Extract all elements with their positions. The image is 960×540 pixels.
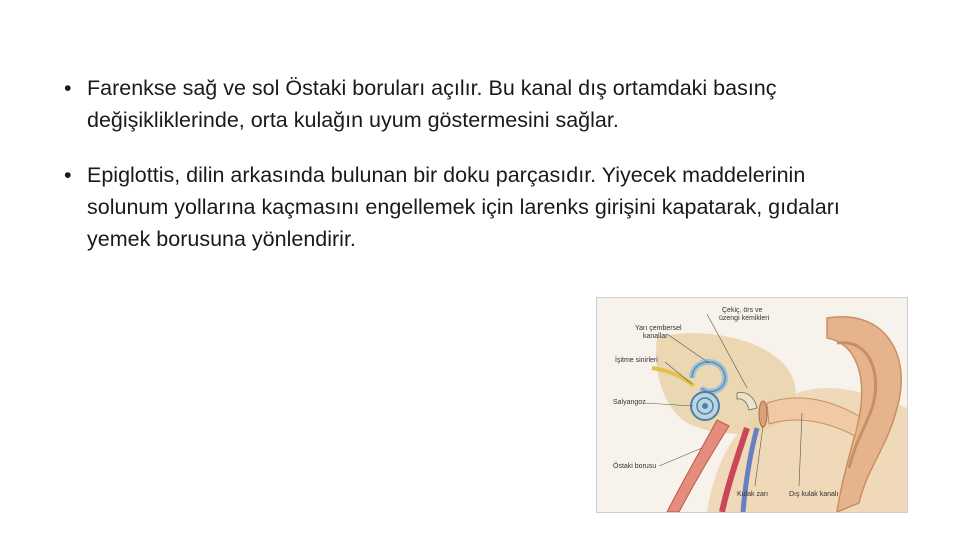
label-ossicles-1: Çekiç, örs ve — [722, 307, 763, 314]
label-canals-1: Yarı çembersel — [635, 325, 682, 332]
ear-illustration — [597, 298, 907, 512]
label-ossicles-2: üzengi kemikleri — [719, 315, 770, 322]
ear-anatomy-figure — [596, 297, 908, 513]
bullet-text: Farenkse sağ ve sol Östaki boruları açılır. Bu kanal dış ortamdaki basınç değişikliklerinde, orta kulağın uyum göstermesini sağlar. — [87, 76, 777, 132]
bullet-text: Epiglottis, dilin arkasında bulunan bir doku parçasıdır. Yiyecek maddelerinin solunum yollarına kaçmasını engellemek için larenks girişini kapatarak, gıdaları yemek borusuna yönlendirir. — [87, 163, 840, 251]
label-canal: Dış kulak kanalı — [789, 491, 839, 498]
label-canals-2: kanallar — [643, 333, 668, 340]
bullet-item — [64, 159, 884, 255]
bullet-marker: • — [64, 76, 72, 100]
bullet-list — [64, 72, 884, 278]
label-tube: Östaki borusu — [613, 463, 657, 470]
bullet-marker: • — [64, 163, 72, 187]
label-cochlea: Salyangoz — [613, 399, 646, 406]
label-eardrum: Kulak zarı — [737, 491, 769, 498]
label-nerve: İşitme sinirleri — [615, 357, 658, 364]
bullet-item — [64, 72, 884, 136]
